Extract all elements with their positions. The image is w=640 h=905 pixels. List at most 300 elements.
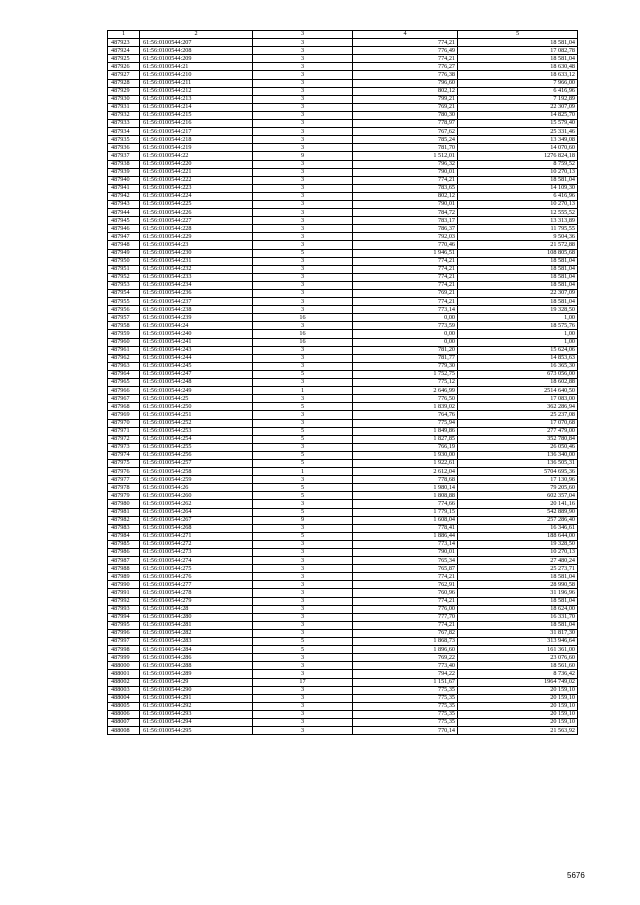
cadastral-value-cell: 20 159,10 <box>458 694 578 702</box>
table-row <box>108 443 578 451</box>
specific-value-cell: 773,59 <box>353 322 458 330</box>
specific-value-cell: 785,24 <box>353 136 458 144</box>
category-cell: 3 <box>253 476 353 484</box>
cadastral-value-cell: 15 579,40 <box>458 120 578 128</box>
cadastral-value-cell: 6 416,96 <box>458 192 578 200</box>
table-row <box>108 265 578 273</box>
cadastral-value-cell: 17 082,78 <box>458 47 578 55</box>
specific-value-cell: 790,01 <box>353 168 458 176</box>
category-cell: 5 <box>253 451 353 459</box>
cadastral-number-cell: 61:56:0100544:25 <box>140 395 253 403</box>
row-number-cell: 487957 <box>108 314 140 322</box>
cadastral-number-cell: 61:56:0100544:214 <box>140 103 253 111</box>
row-number-cell: 487928 <box>108 79 140 87</box>
cadastral-value-cell: 20 159,10 <box>458 710 578 718</box>
cadastral-number-cell: 61:56:0100544:222 <box>140 176 253 184</box>
cadastral-value-cell: 18 581,04 <box>458 621 578 629</box>
cadastral-value-cell: 17 083,00 <box>458 395 578 403</box>
category-cell: 3 <box>253 354 353 362</box>
category-cell: 3 <box>253 654 353 662</box>
table-row <box>108 306 578 314</box>
specific-value-cell: 774,21 <box>353 298 458 306</box>
cadastral-value-cell: 26 050,46 <box>458 443 578 451</box>
row-number-cell: 487938 <box>108 160 140 168</box>
table-row <box>108 111 578 119</box>
row-number-cell: 487945 <box>108 217 140 225</box>
category-cell: 3 <box>253 702 353 710</box>
category-cell: 9 <box>253 152 353 160</box>
table-row <box>108 629 578 637</box>
specific-value-cell: 775,35 <box>353 686 458 694</box>
cadastral-value-cell: 21 572,88 <box>458 241 578 249</box>
specific-value-cell: 760,96 <box>353 589 458 597</box>
table-row <box>108 192 578 200</box>
table-row <box>108 338 578 346</box>
category-cell: 3 <box>253 540 353 548</box>
category-cell: 3 <box>253 565 353 573</box>
cadastral-number-cell: 61:56:0100544:218 <box>140 136 253 144</box>
specific-value-cell: 778,68 <box>353 476 458 484</box>
cadastral-value-cell: 352 780,84 <box>458 435 578 443</box>
cadastral-value-cell: 136 340,00 <box>458 451 578 459</box>
table-row <box>108 152 578 160</box>
specific-value-cell: 0,00 <box>353 330 458 338</box>
table-row <box>108 565 578 573</box>
specific-value-cell: 774,21 <box>353 265 458 273</box>
cadastral-value-cell: 18 581,04 <box>458 597 578 605</box>
table-row <box>108 395 578 403</box>
cadastral-value-cell: 18 581,04 <box>458 257 578 265</box>
table-row <box>108 281 578 289</box>
cadastral-number-cell: 61:56:0100544:231 <box>140 257 253 265</box>
category-cell: 1 <box>253 468 353 476</box>
row-number-cell: 487934 <box>108 128 140 136</box>
table-row <box>108 435 578 443</box>
category-cell: 3 <box>253 168 353 176</box>
row-number-cell: 487927 <box>108 71 140 79</box>
row-number-cell: 487960 <box>108 338 140 346</box>
row-number-cell: 487963 <box>108 362 140 370</box>
cadastral-number-cell: 61:56:0100544:248 <box>140 379 253 387</box>
specific-value-cell: 794,22 <box>353 670 458 678</box>
category-cell: 3 <box>253 217 353 225</box>
table-row <box>108 500 578 508</box>
row-number-cell: 487972 <box>108 435 140 443</box>
specific-value-cell: 775,35 <box>353 718 458 726</box>
cadastral-value-cell: 1,00 <box>458 338 578 346</box>
cadastral-value-cell: 22 307,09 <box>458 103 578 111</box>
row-number-cell: 487983 <box>108 524 140 532</box>
specific-value-cell: 776,49 <box>353 47 458 55</box>
table-row <box>108 654 578 662</box>
category-cell: 3 <box>253 605 353 613</box>
cadastral-number-cell: 61:56:0100544:244 <box>140 354 253 362</box>
table-row <box>108 379 578 387</box>
specific-value-cell: 774,21 <box>353 273 458 281</box>
table-row <box>108 184 578 192</box>
table-row <box>108 508 578 516</box>
specific-value-cell: 0,00 <box>353 338 458 346</box>
row-number-cell: 487959 <box>108 330 140 338</box>
category-cell: 3 <box>253 47 353 55</box>
specific-value-cell: 776,38 <box>353 71 458 79</box>
row-number-cell: 487965 <box>108 379 140 387</box>
cadastral-number-cell: 61:56:0100544:240 <box>140 330 253 338</box>
specific-value-cell: 781,70 <box>353 144 458 152</box>
category-cell: 3 <box>253 573 353 581</box>
category-cell: 3 <box>253 306 353 314</box>
cadastral-value-cell: 8 736,42 <box>458 670 578 678</box>
cadastral-value-cell: 16 346,61 <box>458 524 578 532</box>
cadastral-value-cell: 7 966,00 <box>458 79 578 87</box>
category-cell: 3 <box>253 128 353 136</box>
row-number-cell: 487984 <box>108 532 140 540</box>
cadastral-number-cell: 61:56:0100544:229 <box>140 233 253 241</box>
cadastral-value-cell: 22 307,09 <box>458 290 578 298</box>
cadastral-number-cell: 61:56:0100544:234 <box>140 281 253 289</box>
cadastral-number-cell: 61:56:0100544:276 <box>140 573 253 581</box>
cadastral-number-cell: 61:56:0100544:238 <box>140 306 253 314</box>
row-number-cell: 487955 <box>108 298 140 306</box>
cadastral-number-cell: 61:56:0100544:255 <box>140 443 253 451</box>
cadastral-value-cell: 673 056,00 <box>458 370 578 378</box>
cadastral-value-cell: 7 192,89 <box>458 95 578 103</box>
row-number-cell: 487986 <box>108 549 140 557</box>
category-cell: 3 <box>253 686 353 694</box>
cadastral-value-cell: 11 795,55 <box>458 225 578 233</box>
cadastral-value-cell: 20 159,10 <box>458 718 578 726</box>
category-cell: 17 <box>253 678 353 686</box>
table-row <box>108 128 578 136</box>
cadastral-value-cell: 14 853,63 <box>458 354 578 362</box>
specific-value-cell: 781,20 <box>353 346 458 354</box>
table-row <box>108 605 578 613</box>
cadastral-value-cell: 18 602,88 <box>458 379 578 387</box>
cadastral-number-cell: 61:56:0100544:288 <box>140 662 253 670</box>
cadastral-value-cell: 25 273,71 <box>458 565 578 573</box>
row-number-cell: 487941 <box>108 184 140 192</box>
row-number-cell: 487995 <box>108 621 140 629</box>
cadastral-value-cell: 542 889,90 <box>458 508 578 516</box>
row-number-cell: 487932 <box>108 111 140 119</box>
category-cell: 3 <box>253 192 353 200</box>
specific-value-cell: 781,77 <box>353 354 458 362</box>
specific-value-cell: 1 930,00 <box>353 451 458 459</box>
specific-value-cell: 770,14 <box>353 727 458 735</box>
specific-value-cell: 774,21 <box>353 55 458 63</box>
category-cell: 3 <box>253 597 353 605</box>
specific-value-cell: 1 849,86 <box>353 427 458 435</box>
cadastral-number-cell: 61:56:0100544:282 <box>140 629 253 637</box>
table-row <box>108 298 578 306</box>
cadastral-number-cell: 61:56:0100544:258 <box>140 468 253 476</box>
cadastral-number-cell: 61:56:0100544:272 <box>140 540 253 548</box>
table-row <box>108 451 578 459</box>
table-row <box>108 103 578 111</box>
row-number-cell: 488008 <box>108 727 140 735</box>
table-row <box>108 524 578 532</box>
cadastral-number-cell: 61:56:0100544:251 <box>140 411 253 419</box>
category-cell: 3 <box>253 718 353 726</box>
cadastral-number-cell: 61:56:0100544:215 <box>140 111 253 119</box>
row-number-cell: 487999 <box>108 654 140 662</box>
row-number-cell: 487968 <box>108 403 140 411</box>
row-number-cell: 488005 <box>108 702 140 710</box>
category-cell: 3 <box>253 144 353 152</box>
cadastral-value-cell: 18 575,76 <box>458 322 578 330</box>
category-cell: 3 <box>253 95 353 103</box>
cadastral-value-cell: 136 505,31 <box>458 459 578 467</box>
cadastral-number-cell: 61:56:0100544:227 <box>140 217 253 225</box>
specific-value-cell: 774,21 <box>353 621 458 629</box>
cadastral-number-cell: 61:56:0100544:264 <box>140 508 253 516</box>
row-number-cell: 487947 <box>108 233 140 241</box>
row-number-cell: 488002 <box>108 678 140 686</box>
cadastral-value-cell: 2514 640,50 <box>458 387 578 395</box>
cadastral-value-table <box>107 30 578 735</box>
cadastral-value-cell: 1,00 <box>458 314 578 322</box>
cadastral-value-cell: 277 479,00 <box>458 427 578 435</box>
row-number-cell: 487993 <box>108 605 140 613</box>
category-cell: 3 <box>253 176 353 184</box>
category-cell: 3 <box>253 200 353 208</box>
category-cell: 3 <box>253 87 353 95</box>
specific-value-cell: 1 839,02 <box>353 403 458 411</box>
category-cell: 3 <box>253 63 353 71</box>
specific-value-cell: 769,22 <box>353 654 458 662</box>
specific-value-cell: 792,03 <box>353 233 458 241</box>
specific-value-cell: 775,12 <box>353 379 458 387</box>
cadastral-value-cell: 18 581,04 <box>458 281 578 289</box>
specific-value-cell: 770,46 <box>353 241 458 249</box>
row-number-cell: 487971 <box>108 427 140 435</box>
cadastral-value-cell: 19 328,50 <box>458 540 578 548</box>
cadastral-value-cell: 21 563,92 <box>458 727 578 735</box>
table-row <box>108 581 578 589</box>
cadastral-value-cell: 20 141,16 <box>458 500 578 508</box>
cadastral-number-cell: 61:56:0100544:22 <box>140 152 253 160</box>
table-row <box>108 540 578 548</box>
specific-value-cell: 766,19 <box>353 443 458 451</box>
cadastral-number-cell: 61:56:0100544:230 <box>140 249 253 257</box>
category-cell: 3 <box>253 160 353 168</box>
cadastral-value-cell: 15 624,06 <box>458 346 578 354</box>
specific-value-cell: 778,97 <box>353 120 458 128</box>
cadastral-number-cell: 61:56:0100544:213 <box>140 95 253 103</box>
cadastral-number-cell: 61:56:0100544:278 <box>140 589 253 597</box>
cadastral-number-cell: 61:56:0100544:249 <box>140 387 253 395</box>
cadastral-value-cell: 8 759,52 <box>458 160 578 168</box>
specific-value-cell: 776,27 <box>353 63 458 71</box>
cadastral-value-cell: 18 581,04 <box>458 39 578 47</box>
cadastral-number-cell: 61:56:0100544:225 <box>140 200 253 208</box>
cadastral-number-cell: 61:56:0100544:268 <box>140 524 253 532</box>
specific-value-cell: 775,35 <box>353 694 458 702</box>
specific-value-cell: 779,30 <box>353 362 458 370</box>
table-row <box>108 557 578 565</box>
table-row <box>108 638 578 646</box>
specific-value-cell: 1 779,15 <box>353 508 458 516</box>
row-number-cell: 487996 <box>108 629 140 637</box>
cadastral-number-cell: 61:56:0100544:217 <box>140 128 253 136</box>
category-cell: 3 <box>253 103 353 111</box>
table-row <box>108 694 578 702</box>
table-row <box>108 176 578 184</box>
table-row <box>108 597 578 605</box>
table-row <box>108 290 578 298</box>
cadastral-value-cell: 25 237,08 <box>458 411 578 419</box>
row-number-cell: 487942 <box>108 192 140 200</box>
cadastral-value-cell: 1276 824,18 <box>458 152 578 160</box>
table-row <box>108 532 578 540</box>
table-row <box>108 209 578 217</box>
cadastral-value-cell: 27 480,24 <box>458 557 578 565</box>
table-row <box>108 71 578 79</box>
table-row <box>108 136 578 144</box>
category-cell: 3 <box>253 298 353 306</box>
table-row <box>108 702 578 710</box>
cadastral-number-cell: 61:56:0100544:243 <box>140 346 253 354</box>
row-number-cell: 488004 <box>108 694 140 702</box>
row-number-cell: 487974 <box>108 451 140 459</box>
cadastral-number-cell: 61:56:0100544:284 <box>140 646 253 654</box>
table-row <box>108 589 578 597</box>
row-number-cell: 487939 <box>108 168 140 176</box>
cadastral-number-cell: 61:56:0100544:292 <box>140 702 253 710</box>
cadastral-number-cell: 61:56:0100544:233 <box>140 273 253 281</box>
cadastral-value-cell: 10 270,13 <box>458 549 578 557</box>
cadastral-value-cell: 18 581,04 <box>458 265 578 273</box>
category-cell: 3 <box>253 111 353 119</box>
table-row <box>108 411 578 419</box>
specific-value-cell: 1 608,04 <box>353 516 458 524</box>
row-number-cell: 487940 <box>108 176 140 184</box>
table-row <box>108 87 578 95</box>
category-cell: 5 <box>253 459 353 467</box>
cadastral-value-cell: 79 205,60 <box>458 484 578 492</box>
category-cell: 3 <box>253 225 353 233</box>
category-cell: 9 <box>253 516 353 524</box>
cadastral-number-cell: 61:56:0100544:259 <box>140 476 253 484</box>
table-row <box>108 330 578 338</box>
cadastral-value-cell: 108 805,68 <box>458 249 578 257</box>
cadastral-number-cell: 61:56:0100544:245 <box>140 362 253 370</box>
specific-value-cell: 762,91 <box>353 581 458 589</box>
cadastral-number-cell: 61:56:0100544:29 <box>140 678 253 686</box>
category-cell: 3 <box>253 71 353 79</box>
table-row <box>108 217 578 225</box>
table-row <box>108 79 578 87</box>
category-cell: 3 <box>253 55 353 63</box>
row-number-cell: 487950 <box>108 257 140 265</box>
specific-value-cell: 1 868,73 <box>353 638 458 646</box>
category-cell: 3 <box>253 362 353 370</box>
specific-value-cell: 802,12 <box>353 87 458 95</box>
specific-value-cell: 1 896,60 <box>353 646 458 654</box>
specific-value-cell: 778,41 <box>353 524 458 532</box>
cadastral-number-cell: 61:56:0100544:26 <box>140 484 253 492</box>
table-row <box>108 362 578 370</box>
row-number-cell: 488006 <box>108 710 140 718</box>
row-number-cell: 487935 <box>108 136 140 144</box>
specific-value-cell: 777,70 <box>353 613 458 621</box>
table-row <box>108 322 578 330</box>
table-row <box>108 621 578 629</box>
specific-value-cell: 783,65 <box>353 184 458 192</box>
table-row <box>108 476 578 484</box>
column-header-4: 4 <box>353 31 458 39</box>
table-row <box>108 354 578 362</box>
category-cell: 5 <box>253 403 353 411</box>
row-number-cell: 487977 <box>108 476 140 484</box>
category-cell: 3 <box>253 265 353 273</box>
table-row <box>108 646 578 654</box>
table-row <box>108 233 578 241</box>
cadastral-value-cell: 257 286,40 <box>458 516 578 524</box>
cadastral-number-cell: 61:56:0100544:257 <box>140 459 253 467</box>
category-cell: 3 <box>253 281 353 289</box>
specific-value-cell: 784,72 <box>353 209 458 217</box>
specific-value-cell: 776,50 <box>353 395 458 403</box>
cadastral-number-cell: 61:56:0100544:228 <box>140 225 253 233</box>
table-row <box>108 387 578 395</box>
row-number-cell: 487975 <box>108 459 140 467</box>
row-number-cell: 487982 <box>108 516 140 524</box>
cadastral-number-cell: 61:56:0100544:275 <box>140 565 253 573</box>
cadastral-value-cell: 25 331,46 <box>458 128 578 136</box>
row-number-cell: 487973 <box>108 443 140 451</box>
table-row <box>108 257 578 265</box>
cadastral-value-cell: 13 349,08 <box>458 136 578 144</box>
row-number-cell: 487991 <box>108 589 140 597</box>
specific-value-cell: 1 752,75 <box>353 370 458 378</box>
cadastral-value-cell: 18 633,12 <box>458 71 578 79</box>
row-number-cell: 487976 <box>108 468 140 476</box>
cadastral-value-cell: 1964 749,02 <box>458 678 578 686</box>
category-cell: 5 <box>253 370 353 378</box>
specific-value-cell: 786,37 <box>353 225 458 233</box>
specific-value-cell: 776,00 <box>353 605 458 613</box>
specific-value-cell: 774,21 <box>353 281 458 289</box>
category-cell: 3 <box>253 290 353 298</box>
row-number-cell: 487958 <box>108 322 140 330</box>
cadastral-value-cell: 16 331,70 <box>458 613 578 621</box>
row-number-cell: 487946 <box>108 225 140 233</box>
column-header-2: 2 <box>140 31 253 39</box>
category-cell: 5 <box>253 484 353 492</box>
category-cell: 1 <box>253 387 353 395</box>
cadastral-value-cell: 161 361,00 <box>458 646 578 654</box>
table-header-row <box>108 31 578 39</box>
category-cell: 3 <box>253 557 353 565</box>
row-number-cell: 488001 <box>108 670 140 678</box>
cadastral-value-cell: 19 328,50 <box>458 306 578 314</box>
cadastral-value-cell: 12 555,52 <box>458 209 578 217</box>
category-cell: 5 <box>253 492 353 500</box>
row-number-cell: 487961 <box>108 346 140 354</box>
cadastral-number-cell: 61:56:0100544:21 <box>140 63 253 71</box>
table-row <box>108 662 578 670</box>
cadastral-number-cell: 61:56:0100544:252 <box>140 419 253 427</box>
cadastral-number-cell: 61:56:0100544:295 <box>140 727 253 735</box>
row-number-cell: 487998 <box>108 646 140 654</box>
specific-value-cell: 802,12 <box>353 192 458 200</box>
cadastral-value-cell: 9 504,36 <box>458 233 578 241</box>
specific-value-cell: 799,21 <box>353 95 458 103</box>
row-number-cell: 487954 <box>108 290 140 298</box>
cadastral-number-cell: 61:56:0100544:289 <box>140 670 253 678</box>
row-number-cell: 487964 <box>108 370 140 378</box>
